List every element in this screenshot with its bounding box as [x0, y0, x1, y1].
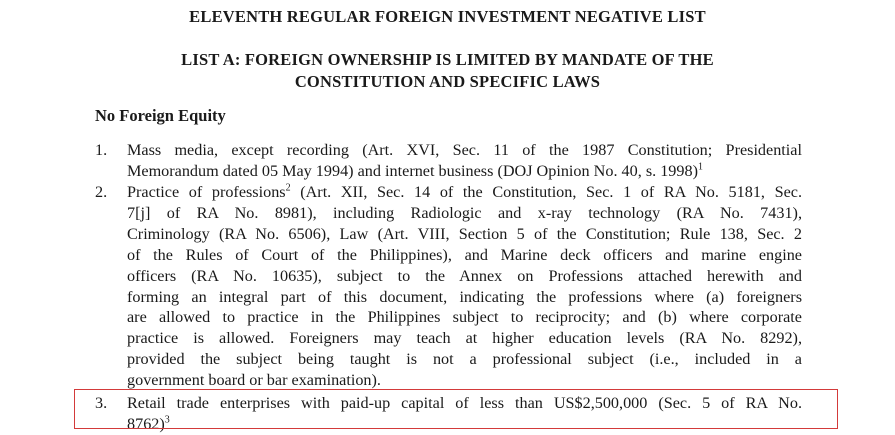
highlight-box [74, 389, 838, 429]
item-text [127, 140, 802, 182]
footnote-marker[interactable]: 2 [285, 182, 291, 194]
list-item [95, 182, 802, 391]
item-line: are allowed to practice in the Philippines subject to reciprocity; and (b) where corporate [127, 308, 802, 327]
item-line: 7[j] of RA No. 8981), including Radiologic and x-ray technology (RA No. 7431), [127, 203, 802, 222]
item-number: 2. [95, 183, 108, 201]
footnote-marker[interactable]: 1 [697, 161, 703, 173]
item-number: 1. [95, 141, 108, 159]
item-line: officers (RA No. 10635), subject to the Annex on Professions attached herewith and [127, 266, 802, 285]
footnote-marker[interactable]: 3 [164, 414, 170, 426]
document-title: ELEVENTH REGULAR FOREIGN INVESTMENT NEGATIVE LIST [189, 7, 706, 26]
item-line-with-footnote [127, 182, 802, 203]
list-item [95, 140, 802, 182]
item-line: 8762) [127, 414, 165, 433]
item-line: Criminology (RA No. 6506), Law (Art. VIII, Section 5 of the Constitution; Rule 138, Sec. 2 [127, 224, 802, 243]
item-line: practice is allowed. Foreigners may teach at higher education levels (RA No. 8292), [127, 329, 802, 348]
item-line: Retail trade enterprises with paid-up capital of less than US$2,500,000 (Sec. 5 of RA No. [127, 394, 802, 412]
section-heading: No Foreign Equity [95, 106, 226, 125]
item-line: government board or bar examination). [127, 371, 381, 390]
item-line-with-footnote [127, 161, 802, 182]
item-line: Mass media, except recording (Art. XVI, Sec. 11 of the 1987 Constitution; Presidential [127, 141, 802, 159]
list-title-line-1: LIST A: FOREIGN OWNERSHIP IS LIMITED BY MANDATE OF THE [181, 50, 714, 69]
item-line: of the Rules of Court of the Philippines), and Marine deck officers and marine engine [127, 245, 802, 264]
list-title-line-2: CONSTITUTION AND SPECIFIC LAWS [294, 72, 601, 91]
item-number: 3. [95, 394, 108, 412]
item-line: forming an integral part of this document, indicating the professions where (a) foreigners [127, 287, 802, 306]
item-line: Practice of professions [127, 183, 286, 201]
item-line: (Art. XII, Sec. 14 of the Constitution, Sec. 1 of RA No. 5181, Sec. [300, 183, 803, 201]
item-line: provided the subject being taught is not a professional subject (i.e., included in a [127, 350, 802, 369]
item-line: Memorandum dated 05 May 1994) and internet business (DOJ Opinion No. 40, s. 1998) [127, 161, 698, 180]
item-text [127, 182, 802, 391]
